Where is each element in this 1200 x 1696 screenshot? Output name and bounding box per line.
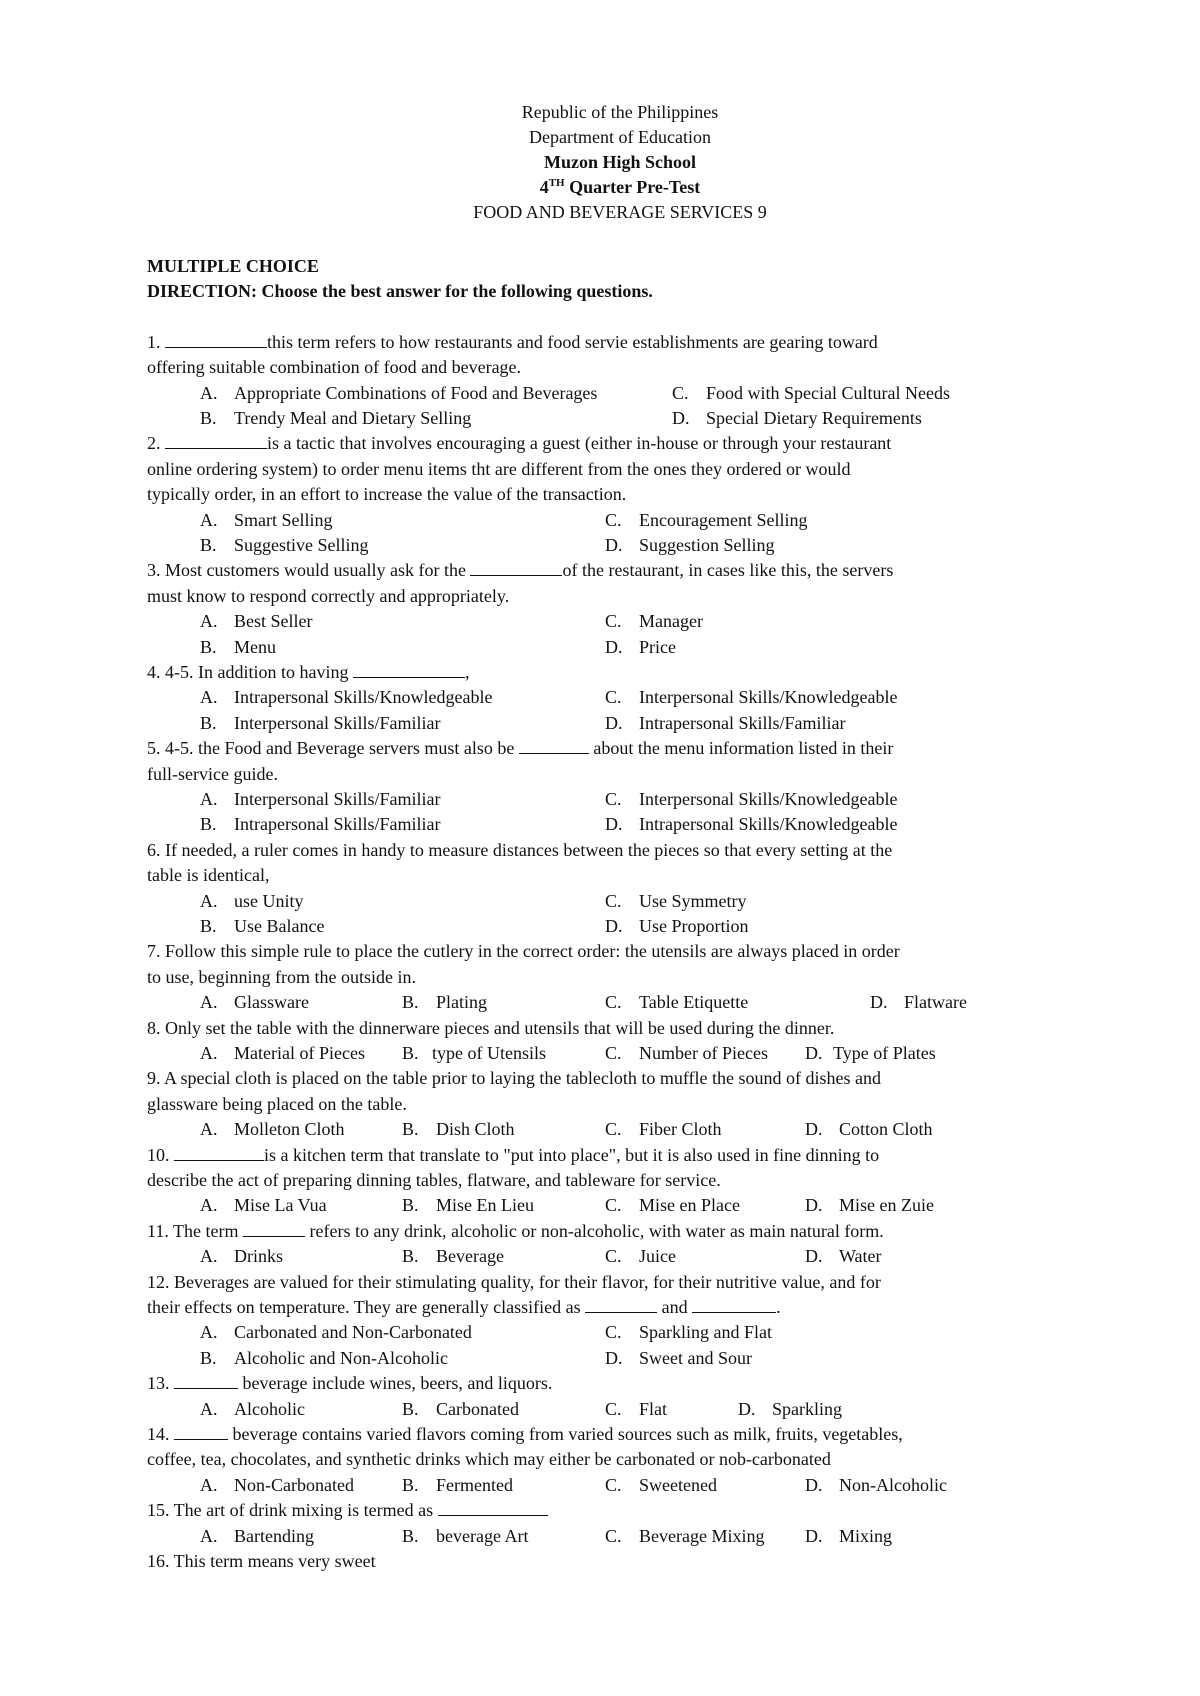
option: C. Sweetened — [605, 1474, 717, 1495]
option: C. Flat — [605, 1398, 668, 1419]
options-row — [147, 812, 1087, 837]
option: A. Intrapersonal Skills/Knowledgeable — [200, 687, 493, 708]
section-title: MULTIPLE CHOICE — [147, 256, 319, 276]
options-row — [147, 533, 1087, 558]
question-9: 9. A special cloth is placed on the table prior to laying the tablecloth to muffle the sound of dishes and — [147, 1068, 882, 1089]
option: A. Best Seller — [200, 611, 313, 632]
option: D. Cotton Cloth — [805, 1119, 933, 1140]
options-row — [147, 508, 1087, 533]
option: B. Mise En Lieu — [402, 1195, 534, 1216]
options-row — [147, 685, 1087, 710]
options-row — [147, 787, 1087, 812]
option: C. Beverage Mixing — [605, 1525, 765, 1546]
answer-blank — [174, 1424, 228, 1440]
option: C. Use Symmetry — [605, 890, 747, 911]
question-7: 7. Follow this simple rule to place the cutlery in the correct order: the utensils are always placed in order — [147, 941, 900, 962]
document-header — [0, 100, 1200, 225]
option: A. Smart Selling — [200, 509, 333, 530]
options-row — [147, 889, 1087, 914]
option: B. Trendy Meal and Dietary Selling — [200, 408, 472, 429]
answer-blank — [174, 1373, 238, 1389]
question-4: 4. 4-5. In addition to having , — [147, 662, 470, 682]
option: D. Non-Alcoholic — [805, 1474, 947, 1495]
option: D. Flatware — [870, 992, 967, 1013]
option: D. Mise en Zuie — [805, 1195, 934, 1216]
question-11: 11. The term refers to any drink, alcoholic or non-alcoholic, with water as main natural form. — [147, 1220, 884, 1241]
option: B. type of Utensils — [402, 1042, 546, 1063]
option: D. Sweet and Sour — [605, 1347, 752, 1368]
option: A. Interpersonal Skills/Familiar — [200, 789, 441, 809]
option: B. Suggestive Selling — [200, 535, 369, 556]
option: C. Juice — [605, 1246, 676, 1267]
school-name: Muzon High School — [543, 152, 697, 172]
option: D. Intrapersonal Skills/Familiar — [605, 712, 846, 733]
question-6: 6. If needed, a ruler comes in handy to measure distances between the pieces so that every setting at the — [147, 839, 893, 860]
question-1: 1. this term refers to how restaurants and food servie establishments are gearing toward — [147, 331, 878, 352]
option: D. Type of Plates — [805, 1042, 936, 1063]
option: A. Mise La Vua — [200, 1195, 327, 1216]
option: A. Material of Pieces — [200, 1042, 365, 1063]
answer-blank — [165, 433, 267, 449]
option: C. Number of Pieces — [605, 1042, 768, 1063]
test-content: MULTIPLE CHOICE DIRECTION: Choose the best answer for the following questions. 1. this term refers to how restaurants and food servie establishments are gearing toward offering suitable combination of food and beverage. A. Appropriate Combinations of Food and Beverages C. Food with Special Cultural Needs B. Trendy Meal and Dietary Selling D. Special Dietary Requirements 2. is a tactic that involves encouraging a guest (either in-house or through your restaurant online ordering system) to order menu items tht are different from the ones they ordered or would typically order, in an effort to increase the value of the transaction. A. Smart Selling C. Encouragement Selling B. Suggestive Selling D. Suggestion Selling 3. Most customers would usually ask for the of the restaurant, in cases like this, the servers must know to respond correctly and appropriately. A. Best Seller C. Manager B. Menu D. Price 4. 4-5. In addition to having , A. Intrapersonal Skills/Knowledgeable C. Interpersonal Skills/Knowledgeable B. Interpersonal Skills/Familiar D. Intrapersonal Skills/Familiar 5. 4-5. the Food and Beverage servers must also be about the menu information listed in their full-service guide. A. Interpersonal Skills/Familiar C. Interpersonal Skills/Knowledgeable B. Intrapersonal Skills/Familiar D. Intrapersonal Skills/Knowledgeable 6. If needed, a ruler comes in handy to measure distances between the pieces so that every setting at the table is identical, A. use Unity C. Use Symmetry B. Use Balance D. Use Proportion 7. Follow this simple rule to place the cutlery in the correct order: the utensils are always placed in order to use, beginning from the outside in. A. Glassware B. Plating C. Table Etiquette D. Flatware 8. Only set the table with the dinnerware pieces and utensils that will be used during the dinner. A. Material of Pieces B. type of Utensils C. Number of Pieces D. Type of Plates 9. A special cloth is placed on the table prior to laying the tablecloth to muffle the sound of dishes and glassware being placed on the table. A. Molleton Cloth B. Dish Cloth C. Fiber Cloth D. Cotton Cloth 10. is a kitchen term that translate to "put into place", but it is also used in fine dinning to describe the act of preparing dinning tables, flatware, and tableware for service. A. Mise La Vua B. Mise En Lieu C. Mise en Place D. Mise en Zuie 11. The term refers to any drink, alcoholic or non-alcoholic, with water as main natural form. A. Drinks B. Beverage C. Juice D. Water 12. Beverages are valued for their stimulating quality, for their flavor, for their nutritive value, and for their effects on temperature. They are generally classified as and . A. Carbonated and Non-Carbonated C. Sparkling and Flat B. Alcoholic and Non-Alcoholic D. Sweet and Sour 13. beverage include wines, beers, and liquors. A. Alcoholic B. Carbonated C. Flat D. Sparkling 14. beverage contains varied flavors coming from varied sources such as milk, fruits, vegetables, coffee, tea, chocolates, and synthetic drinks which may either be carbonated or nob-carbonated A. Non-Carbonated B. Fermented C. Sweetened D. Non-Alcoholic 15. The art of drink mixing is termed as A. Bartending B. beverage Art C. Beverage Mixing D. Mixing 16. This term means very sweet — [147, 254, 1087, 1574]
options-row — [147, 914, 1087, 939]
question-10: 10. is a kitchen term that translate to "put into place", but it is also used in fine dinning to — [147, 1144, 880, 1165]
answer-blank — [585, 1297, 657, 1313]
options-row — [147, 609, 1087, 634]
option: A. Appropriate Combinations of Food and Beverages — [200, 382, 598, 403]
options-row — [147, 1473, 1087, 1498]
test-title: 4TH Quarter Pre-Test — [539, 177, 701, 197]
answer-blank — [243, 1221, 305, 1237]
question-3: 3. Most customers would usually ask for the of the restaurant, in cases like this, the servers — [147, 560, 894, 581]
option: B. Interpersonal Skills/Familiar — [200, 712, 441, 733]
option: B. Beverage — [402, 1246, 504, 1267]
option: D. Price — [605, 636, 676, 657]
answer-blank — [353, 662, 465, 678]
answer-blank — [692, 1297, 776, 1313]
option: B. beverage Art — [402, 1525, 529, 1546]
option: D. Suggestion Selling — [605, 535, 775, 556]
option: D. Sparkling — [738, 1398, 842, 1419]
option: A. Carbonated and Non-Carbonated — [200, 1322, 472, 1343]
country-line: Republic of the Philippines — [521, 102, 719, 122]
question-16: 16. This term means very sweet — [147, 1550, 376, 1571]
answer-blank — [438, 1500, 548, 1516]
answer-blank — [165, 332, 267, 348]
question-8: 8. Only set the table with the dinnerware pieces and utensils that will be used during the dinner. — [147, 1017, 835, 1038]
option: D. Use Proportion — [605, 915, 749, 936]
answer-blank — [519, 738, 589, 754]
options-row — [147, 1397, 1087, 1422]
option: D. Water — [805, 1246, 882, 1267]
question-15: 15. The art of drink mixing is termed as — [147, 1498, 1087, 1523]
options-row — [147, 635, 1087, 660]
department-line: Department of Education — [529, 127, 711, 147]
direction-line: DIRECTION: Choose the best answer for the following questions. — [147, 281, 653, 302]
option: A. Non-Carbonated — [200, 1474, 354, 1495]
option: B. Plating — [402, 992, 488, 1013]
options-row — [147, 1117, 1087, 1142]
question-2: 2. is a tactic that involves encouraging a guest (either in-house or through your restaurant — [147, 433, 892, 454]
option: A. use Unity — [200, 890, 304, 911]
option: C. Food with Special Cultural Needs — [672, 382, 950, 403]
option: C. Manager — [605, 611, 703, 632]
option: A. Bartending — [200, 1525, 314, 1546]
option: B. Dish Cloth — [402, 1119, 515, 1140]
option: A. Glassware — [200, 992, 309, 1013]
option: A. Drinks — [200, 1246, 283, 1267]
options-row — [147, 990, 1087, 1015]
option: A. Alcoholic — [200, 1398, 305, 1419]
option: D. Mixing — [805, 1525, 893, 1546]
option: B. Menu — [200, 636, 276, 657]
answer-blank — [470, 560, 562, 576]
option: D. Intrapersonal Skills/Knowledgeable — [605, 814, 898, 835]
option: B. Carbonated — [402, 1398, 519, 1419]
option: C. Interpersonal Skills/Knowledgeable — [605, 789, 898, 809]
option: B. Fermented — [402, 1474, 513, 1495]
question-14: 14. beverage contains varied flavors coming from varied sources such as milk, fruits, vegetables, — [147, 1423, 903, 1444]
question-12: 12. Beverages are valued for their stimulating quality, for their flavor, for their nutritive value, and for — [147, 1271, 881, 1292]
options-row — [147, 1193, 1087, 1218]
question-5: 5. 4-5. the Food and Beverage servers must also be about the menu information listed in their — [147, 738, 894, 759]
option: C. Fiber Cloth — [605, 1119, 722, 1140]
options-row — [147, 1041, 1087, 1066]
question-13: 13. beverage include wines, beers, and liquors. — [147, 1373, 553, 1394]
subject-title: FOOD AND BEVERAGE SERVICES 9 — [473, 202, 767, 222]
options-row — [147, 1346, 1087, 1371]
options-row — [147, 406, 1087, 431]
answer-blank — [174, 1145, 264, 1161]
option: D. Special Dietary Requirements — [672, 408, 922, 429]
options-row — [147, 1244, 1087, 1269]
option: A. Molleton Cloth — [200, 1119, 345, 1140]
options-row — [147, 711, 1087, 736]
option: C. Table Etiquette — [605, 992, 749, 1013]
option: C. Sparkling and Flat — [605, 1322, 772, 1343]
options-row — [147, 381, 1087, 406]
option: C. Mise en Place — [605, 1195, 740, 1216]
option: B. Intrapersonal Skills/Familiar — [200, 814, 441, 835]
option: C. Encouragement Selling — [605, 509, 808, 530]
option: B. Alcoholic and Non-Alcoholic — [200, 1347, 448, 1368]
options-row — [147, 1320, 1087, 1345]
options-row — [147, 1524, 1087, 1549]
option: B. Use Balance — [200, 915, 325, 936]
option: C. Interpersonal Skills/Knowledgeable — [605, 687, 898, 708]
